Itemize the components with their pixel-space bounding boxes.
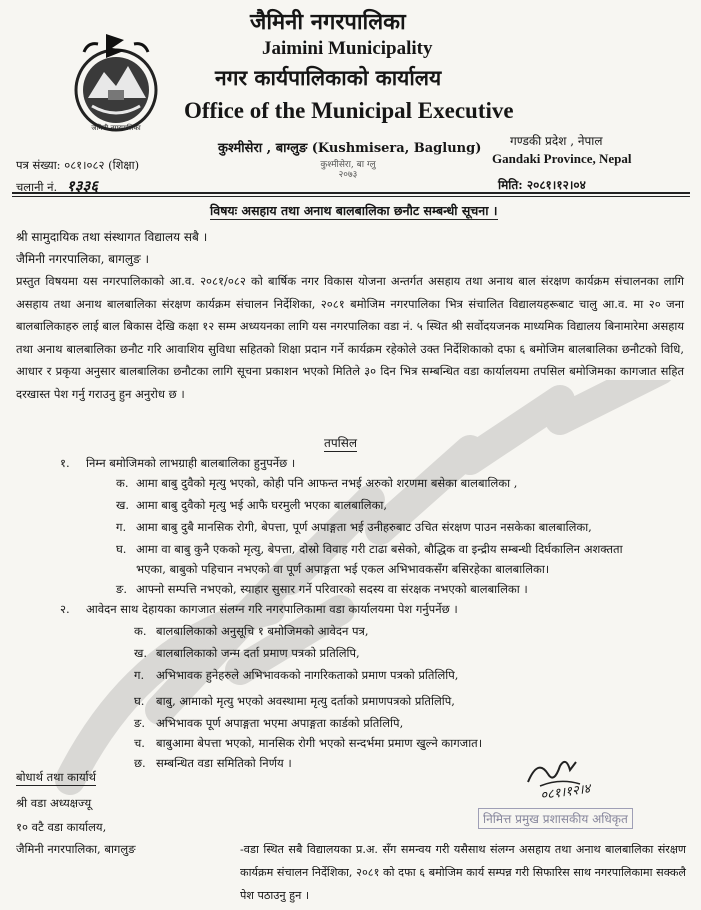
list-marker: ख. bbox=[116, 498, 130, 512]
letter-date: मिति: २०८१।१२।०४ bbox=[498, 178, 586, 192]
dispatch-number-handwritten: १३३६ bbox=[66, 177, 98, 195]
letter-body: प्रस्तुत विषयमा यस नगरपालिकाको आ.व. २०८१/०८२ को बार्षिक नगर विकास योजना अन्तर्गत असहाय तथा अनाथ बाल संरक्षण कार्यक्रम संचालनका लागि असहाय तथा अनाथ बालबालिका संरक्षण कार्यक्रम संचालन निर्देशिका, २०८१ बमोजिम नगरपालिका भित्र संचालित विद्यालयहरूबाट चालु आ.व. मा २० जना बालबालिकाहरु लाई बाल बिकास देखि कक्षा १२ सम्म अध्ययनका लागि यस नगरपालिका वडा नं. ५ स्थित श्री सर्वोदयजनक माध्यमिक विद्यालय बिनामारेमा असहाय तथा अनाथ बालबालिका छनौट गरि आवाशिय सुविधा सहितको शिक्षा प्रदान गर्ने कार्यक्रम रहेकोले उक्त निर्देशिकाको दफा ६ बमोजिम बालबालिका छनौटको विधि, आधार र प्रकृया अनुसार बालबालिका छनौटका लागि सूचना प्रकाशन भएको मितिले ३० दिन भित्र सम्बन्धित वडा कार्यालयमा तपसिल बमोजिमका कागजात सहित दरखास्त पेश गर्नु गराउनु हुन अनुरोध छ । bbox=[16, 274, 684, 401]
letter-subject: विषयः असहाय तथा अनाथ बालबालिका छनौट सम्बन्धी सूचना । bbox=[210, 203, 498, 218]
province-nepali: गण्डकी प्रदेश , नेपाल bbox=[510, 134, 603, 148]
list-item bbox=[116, 476, 517, 491]
list-text: भएका, बाबुको पहिचान नभएको वा पूर्ण अपाङ्गता भई एकल अभिभावकसँग बसिरहेका बालबालिका। bbox=[136, 562, 550, 576]
officer-stamp: निमित्त प्रमुख प्रशासकीय अधिकृत bbox=[478, 808, 633, 829]
list-text: अभिभावक पूर्ण अपाङ्गता भएमा अपाङ्गता कार्डको प्रतिलिपि, bbox=[156, 716, 404, 730]
recipient-line-1: श्री सामुदायिक तथा संस्थागत विद्यालय सबै । bbox=[16, 230, 208, 244]
office-address: कुश्मीसेरा , बाग्लुङ (Kushmisera, Baglung) bbox=[218, 141, 482, 156]
list-text: अभिभावक हुनेहरुले अभिभावकको नागरिकताको प्रमाण पत्रको प्रतिलिपि, bbox=[156, 668, 459, 682]
list-text: बाबु, आमाको मृत्यु भएको अवस्थामा मृत्यु दर्ताको प्रमाणपत्रको प्रतिलिपि, bbox=[156, 694, 455, 708]
cc-line-2: १० वटै वडा कार्यालय, bbox=[16, 820, 107, 834]
header-divider bbox=[12, 192, 690, 194]
list-marker: छ. bbox=[134, 756, 146, 770]
list-item bbox=[60, 456, 295, 471]
list-item bbox=[134, 694, 455, 709]
office-name-nepali: नगर कार्यपालिकाको कार्यालय bbox=[215, 65, 442, 90]
list-marker: ग. bbox=[116, 520, 127, 534]
list-text: निम्न बमोजिमको लाभग्राही बालबालिका हुनुपर्नेछ । bbox=[86, 456, 296, 470]
office-name-english: Office of the Municipal Executive bbox=[184, 98, 514, 123]
list-text: आवेदन साथ देहायका कागजात संलग्न गरि नगरपालिकामा वडा कार्यालयमा पेश गर्नुपर्नेछ । bbox=[86, 602, 458, 616]
list-text: आमा वा बाबु कुनै एकको मृत्यु, बेपत्ता, दोस्रो विवाह गरी टाढा बसेको, बौद्धिक वा इन्द्रीय सम्बन्धी दिर्घकालिन अशक्तता bbox=[136, 542, 623, 556]
recipient-line-2: जैमिनी नगरपालिका, बागलुङ । bbox=[16, 252, 150, 266]
list-number: २. bbox=[60, 602, 70, 616]
reference-number: पत्र संख्या: ०८१।०८२ (शिक्षा) bbox=[16, 158, 140, 172]
list-marker: क. bbox=[116, 476, 129, 490]
list-item bbox=[116, 582, 528, 597]
list-text: बालबालिकाको अनुसूचि १ बमोजिमको आवेदन पत्र, bbox=[156, 624, 369, 638]
list-text: बाबुआमा बेपत्ता भएको, मानसिक रोगी भएको सन्दर्भमा प्रमाण खुल्ने कागजात। bbox=[156, 736, 483, 750]
list-item bbox=[116, 520, 592, 535]
list-marker: च. bbox=[134, 736, 145, 750]
signature-date: ०८१।१२।४ bbox=[539, 781, 592, 804]
cc-heading: बोधार्थ तथा कार्यार्थ bbox=[16, 770, 96, 784]
details-heading: तपसिल bbox=[324, 436, 358, 450]
cc-line-3: जैमिनी नगरपालिका, बागलुङ bbox=[16, 842, 136, 856]
list-text: सम्बन्धित वडा समितिको निर्णय । bbox=[156, 756, 292, 770]
list-text: आमा बाबु दुवैको मृत्यु भई आफै घरमुली भएका बालबालिका, bbox=[136, 498, 388, 512]
list-item bbox=[134, 716, 403, 731]
list-item bbox=[134, 624, 369, 639]
list-marker: ग. bbox=[134, 668, 145, 682]
list-item bbox=[134, 668, 458, 683]
municipality-name-nepali: जैमिनी नगरपालिका bbox=[250, 9, 406, 35]
province-english: Gandaki Province, Nepal bbox=[492, 151, 632, 166]
office-seal-small: कुश्मीसेरा, बा ग्लु २०७३ bbox=[320, 160, 376, 180]
list-text: बालबालिकाको जन्म दर्ता प्रमाण पत्रको प्रतिलिपि, bbox=[156, 646, 360, 660]
municipality-name-english: Jaimini Municipality bbox=[262, 38, 433, 59]
dispatch-label: चलानी नं. bbox=[16, 180, 58, 194]
list-item bbox=[134, 756, 292, 771]
list-text: आमा बाबु दुबै मानसिक रोगी, बेपत्ता, पूर्ण अपाङ्गता भई उनीहरुबाट उचित संरक्षण पाउन नसकेका बालबालिका, bbox=[136, 520, 592, 534]
municipality-emblem-logo bbox=[68, 28, 164, 138]
cc-line-1: श्री वडा अध्यक्षज्यू bbox=[16, 796, 92, 810]
list-marker: क. bbox=[134, 624, 147, 638]
list-item bbox=[116, 562, 549, 577]
list-item bbox=[60, 602, 458, 617]
list-marker: घ. bbox=[134, 694, 145, 708]
list-marker: ङ. bbox=[116, 582, 127, 596]
list-item bbox=[134, 736, 482, 751]
svg-text:जैमिनी नगरपालिका: जैमिनी नगरपालिका bbox=[91, 124, 141, 132]
list-marker: ख. bbox=[134, 646, 148, 660]
list-text: आमा बाबु दुवैको मृत्यु भएको, कोही पनि आफन्त नभई अरुको शरणमा बसेका बालबालिका , bbox=[136, 476, 518, 490]
list-item bbox=[116, 542, 623, 557]
list-item bbox=[134, 646, 360, 661]
header-divider-thin bbox=[12, 196, 690, 197]
list-text: आफ्नो सम्पत्ति नभएको, स्याहार सुसार गर्ने परिवारको सदस्य वा संरक्षक नभएको बालबालिका । bbox=[136, 582, 528, 596]
list-marker: घ. bbox=[116, 542, 127, 556]
list-item bbox=[116, 498, 387, 513]
list-marker: ङ. bbox=[134, 716, 145, 730]
cc-instruction-note: -वडा स्थित सबै विद्यालयका प्र.अ. सँग समन्वय गरी यसैसाथ संलग्न असहाय तथा अनाथ बालबालिका संरक्षण कार्यक्रम संचालन निर्देशिका, २०८१ को दफा ६ बमोजिम कार्य सम्पन्न गरी सिफारिस साथ नगरपालिकामा सक्कलै पेश पठाउनु हुन । bbox=[240, 843, 686, 902]
list-number: १. bbox=[60, 456, 70, 470]
